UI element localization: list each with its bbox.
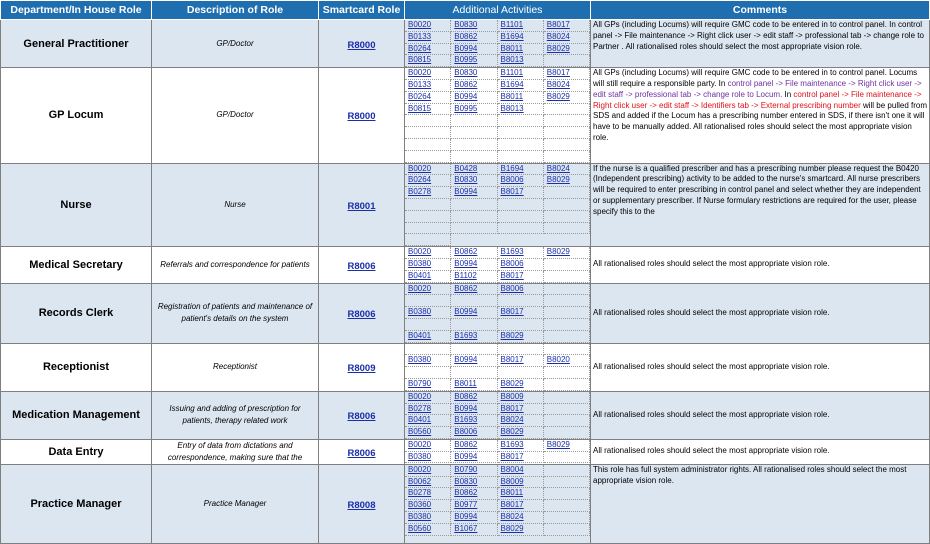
activity-code-link[interactable]: B8029 (544, 44, 590, 56)
activity-code-link[interactable]: B1101 (498, 20, 544, 32)
activity-empty-cell (405, 319, 451, 331)
comment-text: All rationalised roles should select the most appropriate vision role. (593, 307, 830, 317)
activity-code-link[interactable]: B8029 (544, 92, 590, 104)
activities-cell (405, 464, 591, 543)
activity-code-link[interactable]: B8024 (544, 32, 590, 44)
activity-empty-cell (544, 344, 590, 356)
activity-code-link[interactable]: B8006 (498, 175, 544, 187)
activity-code-link[interactable]: B0830 (451, 20, 497, 32)
activity-code-link[interactable]: B8011 (498, 488, 544, 500)
activity-code-link[interactable]: B1694 (498, 32, 544, 44)
activity-code-link[interactable]: B8029 (544, 247, 590, 259)
department-cell: GP Locum (1, 68, 152, 163)
activity-empty-cell (451, 127, 497, 139)
activity-code-link[interactable]: B0815 (405, 55, 451, 67)
activity-code-link[interactable]: B8011 (498, 44, 544, 56)
activity-code-link[interactable]: B0994 (451, 452, 497, 464)
activity-empty-cell (544, 512, 590, 524)
activity-empty-cell (451, 151, 497, 163)
activity-code-link[interactable]: B8020 (544, 355, 590, 367)
activity-empty-cell (498, 367, 544, 379)
activity-code-link[interactable]: B8013 (498, 55, 544, 67)
description-cell: Receptionist (152, 343, 319, 391)
activity-grid (405, 20, 590, 67)
activity-code-link[interactable]: B8017 (498, 187, 544, 199)
activity-code-link[interactable]: B0020 (405, 20, 451, 32)
activity-code-link[interactable]: B8017 (498, 355, 544, 367)
activity-empty-cell (544, 127, 590, 139)
table-row (1, 68, 930, 163)
activity-code-link[interactable]: B0790 (451, 465, 497, 477)
smartcard-link[interactable]: R8000 (347, 39, 376, 51)
activity-code-link[interactable]: B8017 (498, 307, 544, 319)
comment-cell (591, 283, 930, 343)
smartcard-cell (319, 20, 405, 68)
activity-code-link[interactable]: B8006 (451, 427, 497, 439)
table-row (1, 163, 930, 247)
comment-cell (591, 20, 930, 68)
activity-empty-cell (544, 404, 590, 416)
smartcard-link[interactable]: R8006 (347, 411, 376, 423)
comment-fragment: will be pulled from SDS and added if the Locum has a prescribing number entered in SDS, if there isn't one it will have to be manually added. All rationalised roles should select the most appropriate vision role. (593, 100, 927, 142)
activity-code-link[interactable]: B1693 (451, 331, 497, 343)
activity-code-link[interactable]: B0264 (405, 44, 451, 56)
activity-empty-cell (498, 295, 544, 307)
activity-empty-cell (451, 199, 497, 211)
activity-code-link[interactable]: B0278 (405, 404, 451, 416)
department-cell: Records Clerk (1, 283, 152, 343)
activity-empty-cell (544, 477, 590, 489)
comment-text: This role has full system administrator rights. All rationalised roles should select the most appropriate vision role. (593, 464, 907, 485)
activity-code-link[interactable]: B0020 (405, 392, 451, 404)
department-cell: Medical Secretary (1, 247, 152, 283)
activity-code-link[interactable]: B8024 (498, 512, 544, 524)
comment-fragment: control panel -> File maintenance -> Right click user -> edit staff -> Identifiers tab -> External prescribing number (593, 89, 922, 110)
smartcard-link[interactable]: R8009 (347, 363, 376, 375)
activity-grid (405, 68, 590, 162)
activity-code-link[interactable]: B8017 (498, 404, 544, 416)
activity-empty-cell (451, 367, 497, 379)
table-row (1, 20, 930, 68)
comment-text: If the nurse is a qualified prescriber and has a prescribing number please request the B0420 (Independent prescribing) activity to be added to the nurse's smartcard. All nurse prescribers will be required to enter prescribing in control panel and select whether they are independent or supplementary prescriber. If Nurse formulary restrictions are required for the user, please specify this to the (593, 163, 921, 216)
activity-empty-cell (405, 211, 451, 223)
activity-code-link[interactable]: B8024 (544, 80, 590, 92)
smartcard-link[interactable]: R8001 (347, 200, 376, 212)
activity-empty-cell (451, 319, 497, 331)
activity-empty-cell (498, 319, 544, 331)
comment-cell (591, 247, 930, 283)
activity-code-link[interactable]: B0380 (405, 307, 451, 319)
comment-text: All rationalised roles should select the most appropriate vision role. (593, 361, 830, 371)
activity-grid (405, 164, 590, 247)
activity-code-link[interactable]: B8017 (544, 20, 590, 32)
activities-cell (405, 68, 591, 163)
smartcard-cell (319, 163, 405, 247)
activities-cell (405, 20, 591, 68)
activity-empty-cell (544, 211, 590, 223)
activity-empty-cell (451, 295, 497, 307)
comment-text: All GPs (including Locums) will require GMC code to be entered in to control panel. In control panel -> File maintenance -> Right click user -> edit staff -> professional tab -> change role to Partner . All rationalised roles should select the most appropriate vision role. (593, 20, 924, 51)
table-row (1, 391, 930, 439)
department-cell: Data Entry (1, 439, 152, 464)
activity-empty-cell (544, 295, 590, 307)
header-department: Department/In House Role (1, 1, 152, 20)
smartcard-link[interactable]: R8006 (347, 447, 376, 459)
activity-code-link[interactable]: B0360 (405, 500, 451, 512)
activity-code-link[interactable]: B0995 (451, 104, 497, 116)
comment-cell (591, 163, 930, 247)
activity-empty-cell (451, 211, 497, 223)
activity-empty-cell (544, 284, 590, 296)
description-cell: Practice Manager (152, 464, 319, 543)
comment-fragment: control panel -> File maintenance -> Right click user -> edit staff -> professional tab -> change role to Locum. (593, 78, 922, 99)
activity-empty-cell (544, 199, 590, 211)
activity-empty-cell (544, 223, 590, 235)
comment-cell (591, 464, 930, 543)
activity-code-link[interactable]: B0862 (451, 440, 497, 452)
activity-code-link[interactable]: B8009 (498, 392, 544, 404)
activity-code-link[interactable]: B0862 (451, 284, 497, 296)
smartcard-link[interactable]: R8006 (347, 260, 376, 272)
activity-code-link[interactable]: B8029 (498, 427, 544, 439)
activity-code-link[interactable]: B0790 (405, 379, 451, 391)
activity-code-link[interactable]: B8017 (498, 500, 544, 512)
activity-empty-cell (544, 488, 590, 500)
activity-empty-cell (544, 271, 590, 283)
comment-cell (591, 439, 930, 464)
activity-code-link[interactable]: B8004 (498, 465, 544, 477)
activity-code-link[interactable]: B0278 (405, 187, 451, 199)
activity-empty-cell (544, 465, 590, 477)
activity-empty-cell (544, 331, 590, 343)
activity-code-link[interactable]: B0862 (451, 488, 497, 500)
activity-code-link[interactable]: B1102 (451, 271, 497, 283)
header-row (1, 1, 930, 20)
activity-code-link[interactable]: B0133 (405, 80, 451, 92)
activity-empty-cell (405, 234, 451, 246)
activity-code-link[interactable]: B8029 (544, 440, 590, 452)
activity-grid (405, 440, 590, 464)
activity-empty-cell (405, 115, 451, 127)
activity-code-link[interactable]: B8017 (498, 452, 544, 464)
description-cell: Referrals and correspondence for patients (152, 247, 319, 283)
activity-empty-cell (544, 415, 590, 427)
activity-empty-cell (498, 344, 544, 356)
activity-code-link[interactable]: B8029 (498, 524, 544, 536)
comment-text: All rationalised roles should select the most appropriate vision role. (593, 446, 830, 456)
activity-empty-cell (451, 344, 497, 356)
activity-code-link[interactable]: B8017 (544, 68, 590, 80)
smartcard-cell (319, 343, 405, 391)
activity-empty-cell (451, 139, 497, 151)
activity-code-link[interactable]: B0830 (451, 477, 497, 489)
activity-empty-cell (544, 392, 590, 404)
activity-empty-cell (544, 367, 590, 379)
activity-empty-cell (405, 223, 451, 235)
activity-empty-cell (544, 187, 590, 199)
activity-empty-cell (498, 223, 544, 235)
activity-code-link[interactable]: B0020 (405, 68, 451, 80)
activity-code-link[interactable]: B1693 (451, 415, 497, 427)
department-cell: Receptionist (1, 343, 152, 391)
activity-empty-cell (498, 115, 544, 127)
activity-code-link[interactable]: B0862 (451, 247, 497, 259)
activity-code-link[interactable]: B0994 (451, 307, 497, 319)
activity-code-link[interactable]: B0977 (451, 500, 497, 512)
activity-code-link[interactable]: B0380 (405, 259, 451, 271)
activity-code-link[interactable]: B0994 (451, 355, 497, 367)
smartcard-cell (319, 247, 405, 283)
smartcard-cell (319, 68, 405, 163)
activity-code-link[interactable]: B0401 (405, 415, 451, 427)
table-row (1, 464, 930, 543)
smartcard-cell (319, 391, 405, 439)
activity-empty-cell (451, 223, 497, 235)
activity-code-link[interactable]: B0560 (405, 524, 451, 536)
activity-empty-cell (544, 319, 590, 331)
comment-text (593, 68, 927, 144)
activity-code-link[interactable]: B8006 (498, 284, 544, 296)
activity-code-link[interactable]: B0994 (451, 259, 497, 271)
activity-code-link[interactable]: B0401 (405, 331, 451, 343)
department-cell: Medication Management (1, 391, 152, 439)
activity-grid (405, 344, 590, 391)
activity-code-link[interactable]: B1694 (498, 164, 544, 176)
activity-empty-cell (498, 199, 544, 211)
activity-code-link[interactable]: B8024 (498, 415, 544, 427)
activity-empty-cell (405, 199, 451, 211)
activities-cell (405, 247, 591, 283)
activity-code-link[interactable]: B1101 (498, 68, 544, 80)
smartcard-cell (319, 439, 405, 464)
comment-text: All rationalised roles should select the most appropriate vision role. (593, 259, 830, 269)
activity-code-link[interactable]: B0994 (451, 92, 497, 104)
activity-empty-cell (544, 379, 590, 391)
activity-grid (405, 284, 590, 343)
activity-code-link[interactable]: B0401 (405, 271, 451, 283)
comment-text: All rationalised roles should select the most appropriate vision role. (593, 409, 830, 419)
activity-code-link[interactable]: B8024 (544, 164, 590, 176)
activity-code-link[interactable]: B0278 (405, 488, 451, 500)
activity-empty-cell (544, 307, 590, 319)
activity-empty-cell (544, 452, 590, 464)
activity-empty-cell (544, 55, 590, 67)
comment-fragment: All GPs (including Locums) will require GMC code to be entered in to control panel. Locums will still require a responsible party. In (593, 68, 918, 88)
description-cell: Entry of data from dictations and correspondence, making sure that the (152, 439, 319, 464)
activity-code-link[interactable]: B8006 (498, 259, 544, 271)
table-row (1, 343, 930, 391)
role-rows (1, 20, 930, 544)
smartcard-cell (319, 464, 405, 543)
activity-code-link[interactable]: B0862 (451, 80, 497, 92)
activity-code-link[interactable]: B8011 (498, 92, 544, 104)
header-activities: Additional Activities (405, 1, 591, 20)
activities-cell (405, 163, 591, 247)
activity-empty-cell (498, 151, 544, 163)
comment-cell (591, 391, 930, 439)
header-smartcard: Smartcard Role (319, 1, 405, 20)
activity-code-link[interactable]: B0862 (451, 392, 497, 404)
activity-code-link[interactable]: B0560 (405, 427, 451, 439)
activity-code-link[interactable]: B0380 (405, 452, 451, 464)
activities-cell (405, 283, 591, 343)
activity-code-link[interactable]: B1693 (498, 440, 544, 452)
activity-empty-cell (544, 104, 590, 116)
activity-code-link[interactable]: B8013 (498, 104, 544, 116)
smartcard-link[interactable]: R8006 (347, 309, 376, 321)
activity-code-link[interactable]: B0994 (451, 512, 497, 524)
activity-code-link[interactable]: B0815 (405, 104, 451, 116)
activity-empty-cell (451, 115, 497, 127)
activity-code-link[interactable]: B0020 (405, 284, 451, 296)
activity-code-link[interactable]: B1067 (451, 524, 497, 536)
activity-code-link[interactable]: B0862 (451, 32, 497, 44)
description-cell: Issuing and adding of prescription for patients, therapy related work (152, 391, 319, 439)
activity-empty-cell (544, 115, 590, 127)
activity-code-link[interactable]: B8029 (498, 379, 544, 391)
description-cell: GP/Doctor (152, 68, 319, 163)
activities-cell (405, 343, 591, 391)
description-cell: GP/Doctor (152, 20, 319, 68)
activity-empty-cell (544, 500, 590, 512)
activities-cell (405, 439, 591, 464)
activity-code-link[interactable]: B8011 (451, 379, 497, 391)
activity-code-link[interactable]: B0428 (451, 164, 497, 176)
activity-code-link[interactable]: B0133 (405, 32, 451, 44)
activity-empty-cell (405, 139, 451, 151)
activity-code-link[interactable]: B0264 (405, 92, 451, 104)
activity-empty-cell (544, 139, 590, 151)
smartcard-cell (319, 283, 405, 343)
activity-code-link[interactable]: B0264 (405, 175, 451, 187)
activity-empty-cell (544, 151, 590, 163)
activity-empty-cell (405, 295, 451, 307)
comment-fragment: In (782, 89, 794, 99)
activity-code-link[interactable]: B0380 (405, 355, 451, 367)
activity-code-link[interactable]: B0830 (451, 175, 497, 187)
activity-code-link[interactable]: B8009 (498, 477, 544, 489)
activity-code-link[interactable]: B8029 (544, 175, 590, 187)
activity-code-link[interactable]: B0062 (405, 477, 451, 489)
activities-cell (405, 391, 591, 439)
activity-code-link[interactable]: B0020 (405, 465, 451, 477)
activity-empty-cell (498, 127, 544, 139)
activity-code-link[interactable]: B0994 (451, 187, 497, 199)
header-comments: Comments (591, 1, 930, 20)
activity-empty-cell (544, 427, 590, 439)
department-cell: Practice Manager (1, 464, 152, 543)
activity-code-link[interactable]: B0994 (451, 44, 497, 56)
activity-code-link[interactable]: B0380 (405, 512, 451, 524)
activity-code-link[interactable]: B8017 (498, 271, 544, 283)
activity-code-link[interactable]: B8029 (498, 331, 544, 343)
header-description: Description of Role (152, 1, 319, 20)
table-row (1, 247, 930, 283)
table-row (1, 439, 930, 464)
activity-grid (405, 392, 590, 439)
activity-empty-cell (405, 151, 451, 163)
activity-code-link[interactable]: B0994 (451, 404, 497, 416)
activity-empty-cell (544, 524, 590, 536)
comment-cell (591, 68, 930, 163)
activity-empty-cell (498, 139, 544, 151)
activity-grid (405, 465, 590, 536)
activity-empty-cell (544, 259, 590, 271)
activity-code-link[interactable]: B0020 (405, 247, 451, 259)
activity-code-link[interactable]: B0020 (405, 440, 451, 452)
activity-code-link[interactable]: B1694 (498, 80, 544, 92)
activity-empty-cell (405, 344, 451, 356)
activity-grid (405, 247, 590, 282)
department-cell: General Practitioner (1, 20, 152, 68)
activity-empty-cell (498, 211, 544, 223)
smartcard-link[interactable]: R8000 (347, 111, 376, 123)
activity-code-link[interactable]: B1693 (498, 247, 544, 259)
activity-empty-cell (405, 367, 451, 379)
comment-cell (591, 343, 930, 391)
department-cell: Nurse (1, 163, 152, 247)
activity-empty-cell (405, 127, 451, 139)
smartcard-link[interactable]: R8008 (347, 499, 376, 511)
table-row (1, 283, 930, 343)
description-cell: Registration of patients and maintenance of patient's details on the system (152, 283, 319, 343)
description-cell: Nurse (152, 163, 319, 247)
activity-code-link[interactable]: B0995 (451, 55, 497, 67)
activity-code-link[interactable]: B0830 (451, 68, 497, 80)
activity-code-link[interactable]: B0020 (405, 164, 451, 176)
